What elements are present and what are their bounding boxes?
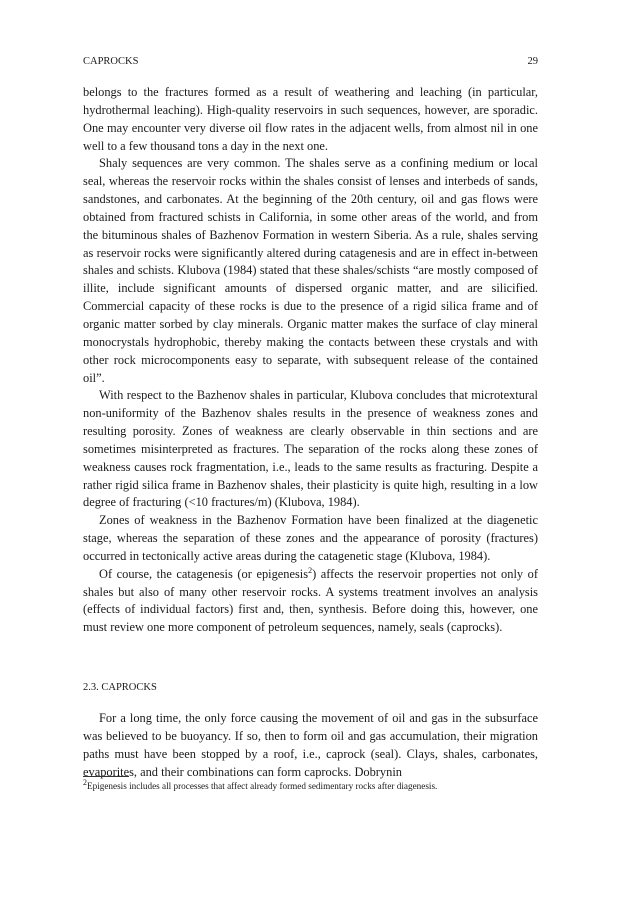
page-number: 29 bbox=[527, 56, 538, 67]
paragraph-5-start: Of course, the catagenesis (or epigenesis bbox=[99, 566, 309, 581]
footnote-divider bbox=[83, 776, 129, 777]
section-paragraph-1: For a long time, the only force causing the movement of oil and gas in the subsurface was believed to be buoyancy. If so, then to form oil and gas accumulation, their migration paths must have been stopped by a roof, i.e., caprock (seal). Clays, shales, carbonates, evaporites, and their combinations can form caprocks. Dobrynin bbox=[83, 711, 538, 779]
running-title: CAPROCKS bbox=[83, 56, 139, 67]
paragraph-2: Shaly sequences are very common. The shales serve as a confining medium or local seal, whereas the reservoir rocks within the shales consist of lenses and interbeds of sands, sandstones, and carbonates. At the beginning of the 20th century, oil and gas flows were obtained from fractured schists in California, in some other areas of the world, and from the bituminous shales of Bazhenov Formation in western Siberia. As a rule, shales serving as reservoir rocks were significantly altered during catagenesis and are in effect in-between shales and schists. Klubova (1984) stated that these shales/schists “are mostly composed of illite, include significant amounts of dispersed organic matter, and are silicified. Commercial capacity of these rocks is due to the presence of a rigid silica frame and of organic matter sorbed by clay minerals. Organic matter makes the surface of clay mineral monocrystals hydrophobic, thereby making the contacts between these crystals and with other rock microcomponents easy to separate, with subsequent release of the contained oil”. bbox=[83, 156, 538, 385]
paragraph-5-end: ) affects the reservoir properties not only of shales but also of many other reservoir rocks. A systems treatment involves an analysis (effects of individual factors) first and, then, synthesis. Before doing this, however, one must review one more component of petroleum sequences, namely, seals (caprocks). bbox=[83, 566, 538, 635]
footnote bbox=[83, 777, 538, 792]
main-text bbox=[83, 84, 538, 637]
paragraph-5 bbox=[83, 566, 538, 637]
section-heading: 2.3. CAPROCKS bbox=[83, 682, 157, 693]
footnote-ref: 2 bbox=[308, 565, 313, 575]
paragraph-4: Zones of weakness in the Bazhenov Formation have been finalized at the diagenetic stage, whereas the separation of these zones and the appearance of porosity (fractures) occurred in tectonically active areas during the catagenetic stage (Klubova, 1984). bbox=[83, 513, 538, 563]
section-text bbox=[83, 710, 538, 781]
paragraph-1: belongs to the fractures formed as a result of weathering and leaching (in particular, hydrothermal leaching). High-quality reservoirs in such sequences, however, are sporadic. One may encounter very diverse oil flow rates in the adjacent wells, from almost nil in one well to a few thousand tons a day in the next one. bbox=[83, 85, 538, 153]
footnote-marker: 2 bbox=[83, 777, 87, 787]
paragraph-3: With respect to the Bazhenov shales in particular, Klubova concludes that microtextural non-uniformity of the Bazhenov shales results in the presence of weakness zones and resulting porosity. Zones of weakness are clearly observable in thin sections and are sometimes misinterpreted as fractures. The separation of the rocks along these zones of weakness causes rock fragmentation, i.e., leads to the same results as fracturing. Despite a rather rigid silica frame in Bazhenov shales, their plasticity is quite high, resulting in a low degree of fracturing (<10 fractures/m) (Klubova, 1984). bbox=[83, 388, 538, 510]
footnote-text: Epigenesis includes all processes that affect already formed sedimentary rocks after diagenesis. bbox=[87, 781, 438, 791]
